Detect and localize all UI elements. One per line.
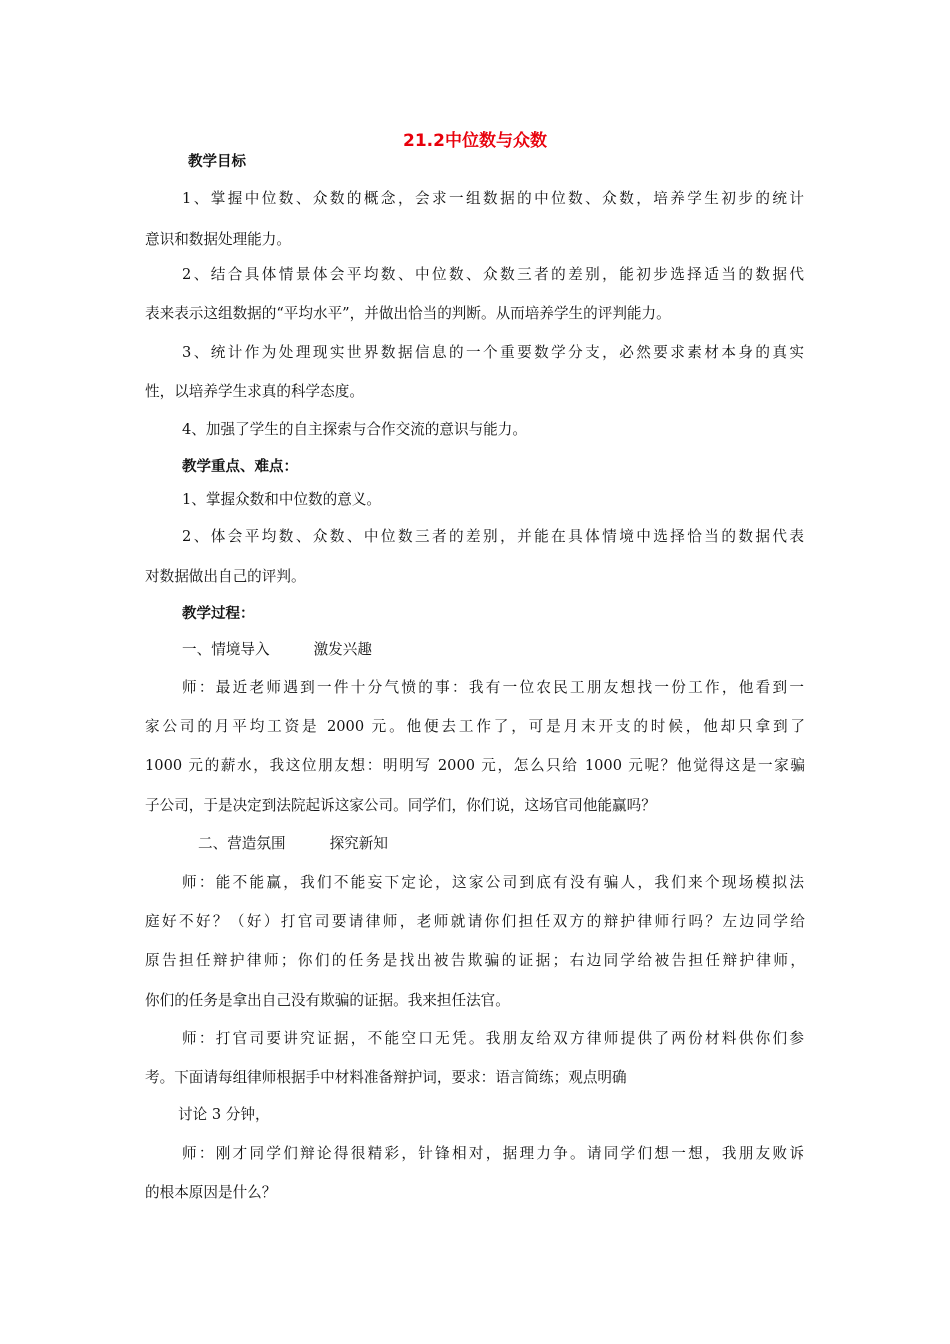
- section-2-para-1-line-1: 师：能不能赢，我们不能妄下定论，这家公司到底有没有骗人，我们来个现场模拟法: [182, 874, 804, 891]
- section-1-para-line-3: 1000 元的薪水，我这位朋友想：明明写 2000 元，怎么只给 1000 元呢？他觉得这是一家骗: [145, 757, 805, 774]
- section-1-para-line-4: 子公司，于是决定到法院起诉这家公司。同学们，你们说，这场官司他能赢吗？: [145, 797, 656, 814]
- goals-heading: 教学目标: [188, 154, 246, 170]
- section-2-title-b: 探究新知: [329, 835, 388, 852]
- section-1-para-line-1: 师：最近老师遇到一件十分气愤的事：我有一位农民工朋友想找一份工作，他看到一: [182, 679, 804, 696]
- goal-1-line-2: 意识和数据处理能力。: [145, 231, 291, 248]
- section-2-para-2-line-1: 师：打官司要讲究证据，不能空口无凭。我朋友给双方律师提供了两份材料供你们参: [182, 1030, 804, 1047]
- section-2-para-1-line-2: 庭好不好？（好）打官司要请律师，老师就请你们担任双方的辩护律师行吗？左边同学给: [145, 913, 805, 930]
- section-2-para-4-line-1: 师：刚才同学们辩论得很精彩，针锋相对，据理力争。请同学们想一想，我朋友败诉: [182, 1145, 804, 1162]
- section-1-title-b: 激发兴趣: [313, 641, 372, 658]
- section-1-title-a: 一、情境导入: [182, 641, 270, 658]
- process-heading: 教学过程：: [182, 606, 255, 622]
- goal-3-line-2: 性，以培养学生求真的科学态度。: [145, 383, 364, 400]
- document-title: 21.2中位数与众数: [403, 131, 547, 151]
- section-2-para-1-line-3: 原告担任辩护律师；你们的任务是找出被告欺骗的证据；右边同学给被告担任辩护律师，: [145, 952, 805, 969]
- goal-3-line-1: 3、统计作为处理现实世界数据信息的一个重要数学分支，必然要求素材本身的真实: [182, 344, 804, 361]
- section-1-para-line-2: 家公司的月平均工资是 2000 元。他便去工作了，可是月末开支的时候，他却只拿到了: [145, 718, 805, 735]
- section-2-para-3: 讨论 3 分钟，: [178, 1106, 270, 1123]
- section-2-para-1-line-4: 你们的任务是拿出自己没有欺骗的证据。我来担任法官。: [145, 992, 510, 1009]
- section-2-title-a: 二、营造氛围: [198, 835, 286, 852]
- keypoints-heading: 教学重点、难点：: [182, 459, 298, 475]
- keypoint-2-line-1: 2、体会平均数、众数、中位数三者的差别，并能在具体情境中选择恰当的数据代表: [182, 528, 804, 545]
- section-1-title: [182, 640, 372, 660]
- keypoint-1: 1、掌握众数和中位数的意义。: [182, 491, 382, 508]
- section-2-para-2-line-2: 考。下面请每组律师根据手中材料准备辩护词，要求：语言简练；观点明确: [145, 1069, 627, 1086]
- goal-1-line-1: 1、掌握中位数、众数的概念，会求一组数据的中位数、众数，培养学生初步的统计: [182, 190, 804, 207]
- goal-2-line-2: 表来表示这组数据的“平均水平”，并做出恰当的判断。从而培养学生的评判能力。: [145, 305, 671, 322]
- goal-4: 4、加强了学生的自主探索与合作交流的意识与能力。: [182, 421, 527, 438]
- section-2-para-4-line-2: 的根本原因是什么？: [145, 1184, 277, 1201]
- keypoint-2-line-2: 对数据做出自己的评判。: [145, 568, 306, 585]
- section-2-title: [198, 834, 388, 854]
- goal-2-line-1: 2、结合具体情景体会平均数、中位数、众数三者的差别，能初步选择适当的数据代: [182, 266, 804, 283]
